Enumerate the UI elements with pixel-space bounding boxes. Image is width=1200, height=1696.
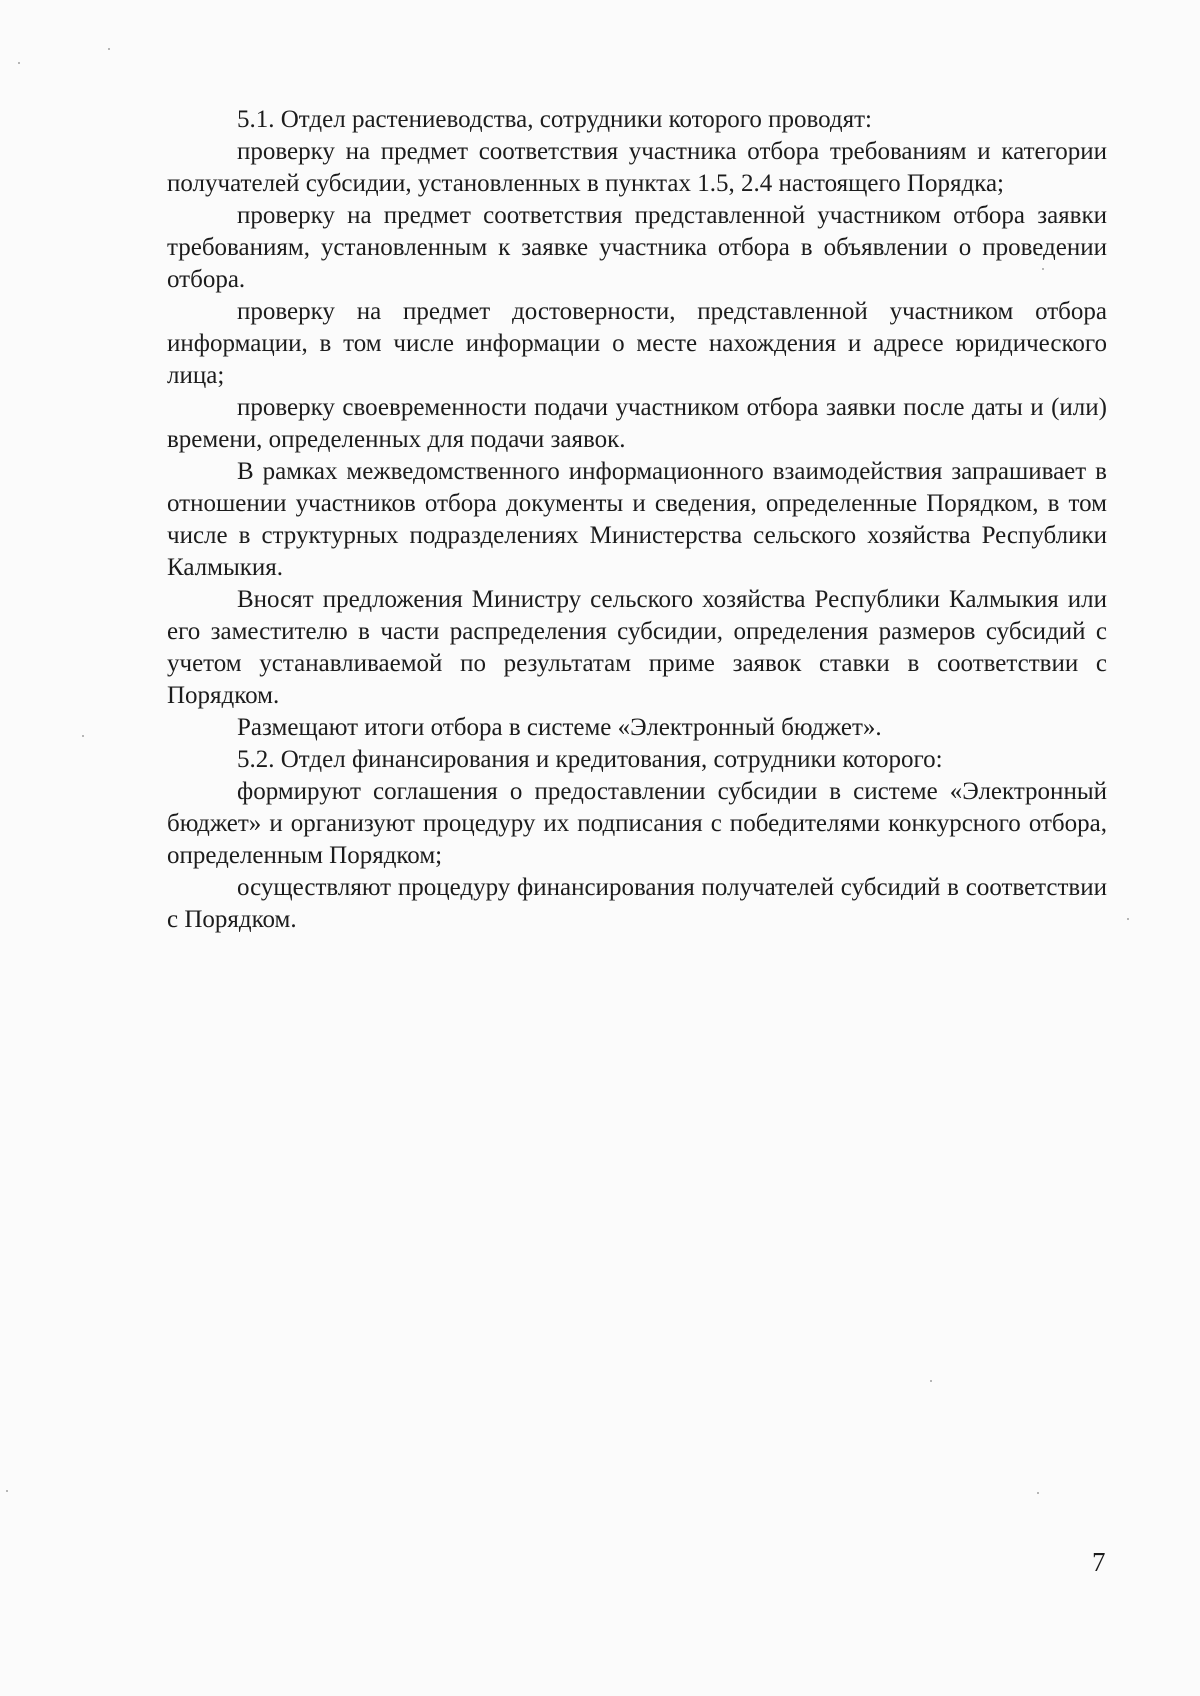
- paragraph-check-application: проверку на предмет соответствия представленной участником отбора заявки требованиям, установленным к заявке участника отбора в объявлении о проведении отбора.: [167, 202, 1107, 293]
- paragraph-check-compliance: проверку на предмет соответствия участника отбора требованиям и категории получателей субсидии, установленных в пунктах 1.5, 2.4 настоящего Порядка;: [167, 138, 1107, 197]
- paragraph-financing: осуществляют процедуру финансирования получателей субсидий в соответствии с Порядком.: [167, 874, 1107, 933]
- scan-speck: [930, 1380, 932, 1382]
- paragraph-proposals: Вносят предложения Министру сельского хозяйства Республики Калмыкия или его заместителю в части распределения субсидии, определения размеров субсидий с учетом устанавливаемой по результатам приме заявок ставки в соответствии с Порядком.: [167, 586, 1107, 709]
- scan-speck: [82, 735, 84, 737]
- paragraph-agreements: формируют соглашения о предоставлении субсидии в системе «Электронный бюджет» и организуют процедуру их подписания с победителями конкурсного отбора, определенным Порядком;: [167, 778, 1107, 869]
- paragraph-5-2-heading: 5.2. Отдел финансирования и кредитования, сотрудники которого:: [237, 746, 943, 773]
- paragraph-interagency: В рамках межведомственного информационного взаимодействия запрашивает в отношении участников отбора документы и сведения, определенные Порядком, в том числе в структурных подразделениях Министерства сельского хозяйства Республики Калмыкия.: [167, 458, 1107, 581]
- paragraph-5-1-heading: 5.1. Отдел растениеводства, сотрудники которого проводят:: [237, 106, 872, 133]
- page-number: 7: [1092, 1547, 1106, 1577]
- scan-speck: [6, 1490, 8, 1492]
- paragraph-check-timeliness: проверку своевременности подачи участником отбора заявки после даты и (или) времени, определенных для подачи заявок.: [167, 394, 1107, 453]
- paragraph-check-reliability: проверку на предмет достоверности, представленной участником отбора информации, в том числе информации о месте нахождения и адресе юридического лица;: [167, 298, 1107, 389]
- scan-speck: [1037, 1492, 1039, 1494]
- document-body: [167, 104, 1107, 936]
- scan-speck: [1042, 268, 1044, 270]
- scan-speck: [108, 48, 110, 50]
- paragraph-publish-results: Размещают итоги отбора в системе «Электронный бюджет».: [237, 714, 882, 741]
- scan-speck: [1127, 918, 1129, 920]
- scan-speck: [18, 62, 20, 64]
